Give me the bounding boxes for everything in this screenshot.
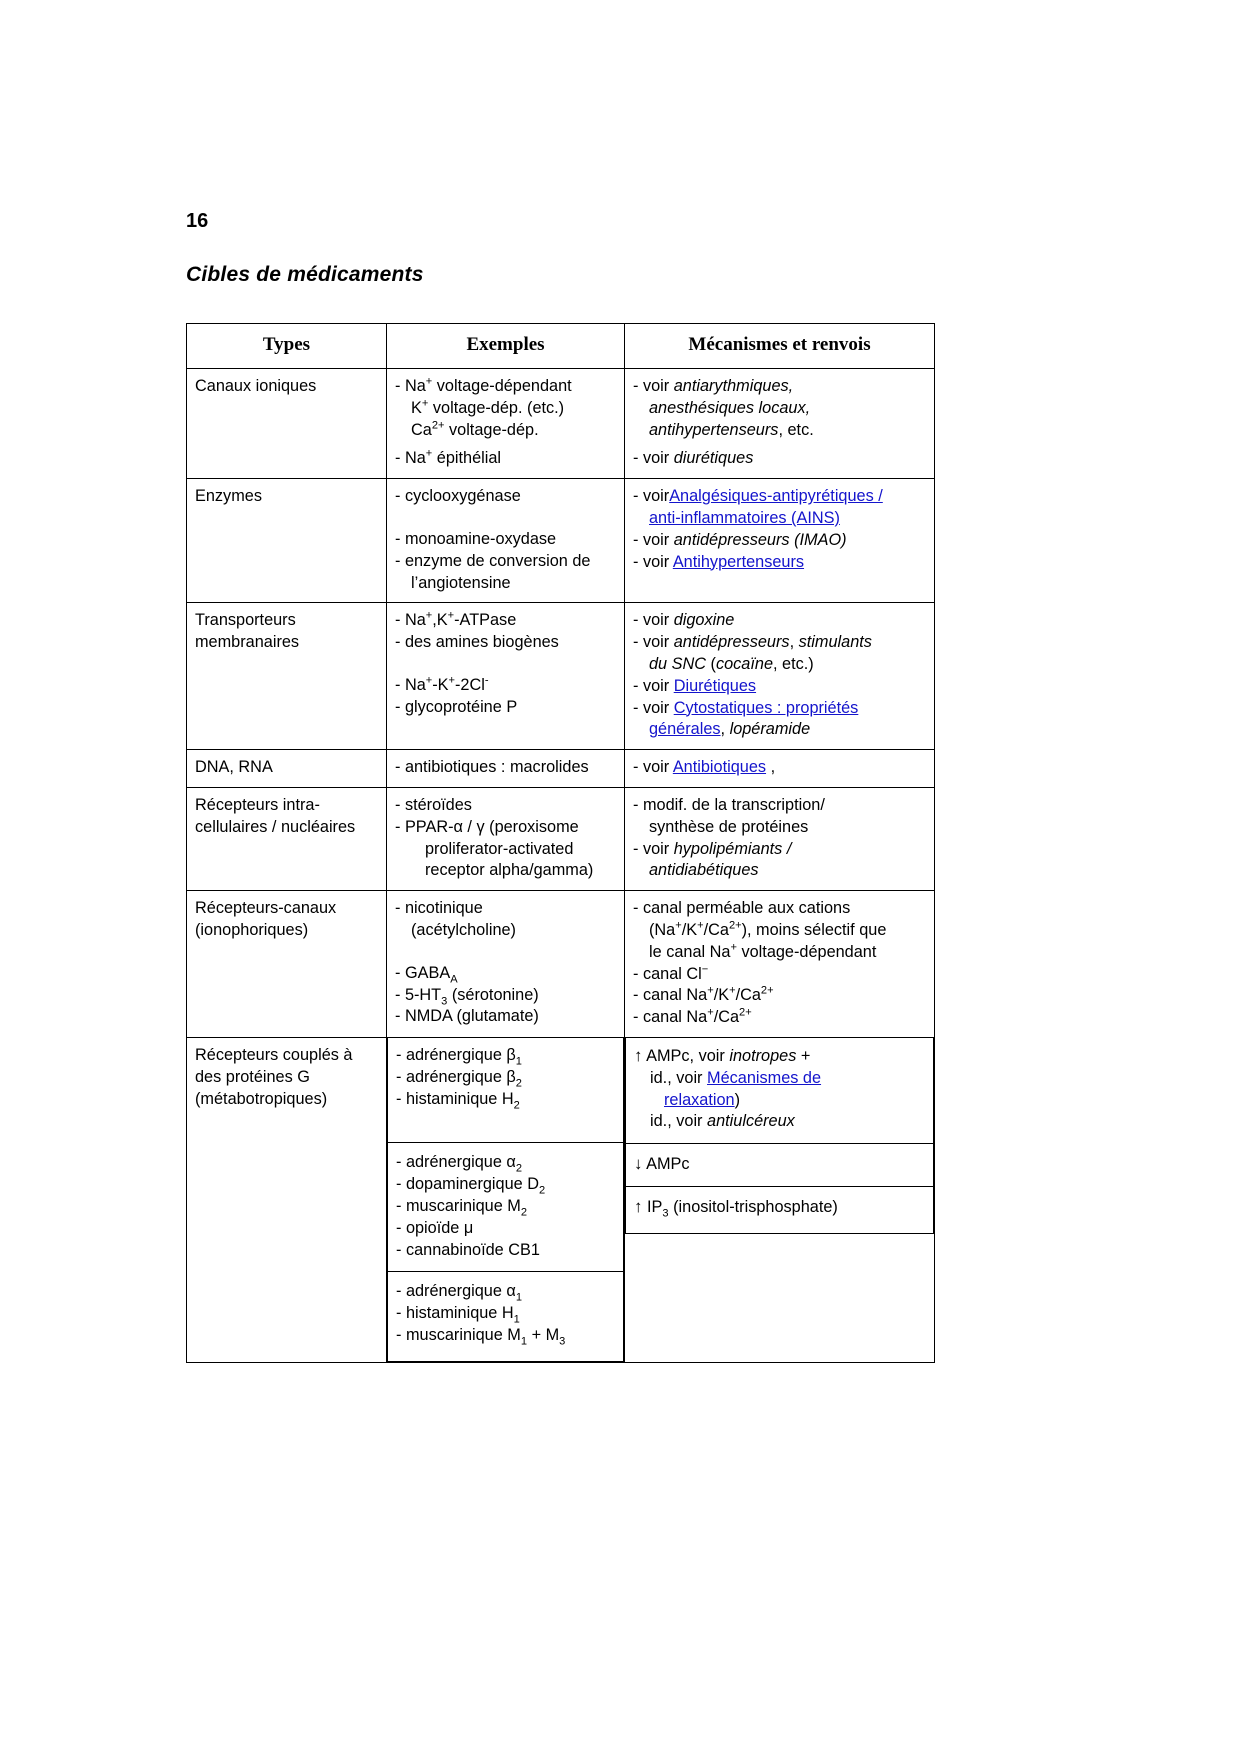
- subrow: [626, 1186, 934, 1233]
- cell-mecanismes: - modif. de la transcription/ synthèse de protéines - voir hypolipémiants / antidiabétiques: [625, 787, 935, 890]
- table-row: [187, 479, 935, 603]
- cell-type: Transporteurs membranaires: [187, 603, 387, 750]
- down-arrow-icon: ↓: [634, 1154, 643, 1174]
- page-number: 16: [186, 210, 209, 232]
- cell-mecanismes: - voirAnalgésiques-antipyrétiques / anti-inflammatoires (AINS) - voir antidépresseurs (IMAO) - voir Antihypertenseurs: [625, 479, 935, 603]
- subrow: [388, 1038, 624, 1143]
- subcell-exemples-2: - adrénergique $\alpha_2$ - dopaminergique $D_2$ - muscarinique $M_2$ - opioïde μ - cannabinoïde CB1: [388, 1143, 624, 1272]
- link-cytostatiques[interactable]: Cytostatiques : propriétés: [673, 698, 859, 717]
- table-row: [187, 787, 935, 890]
- subrow: [388, 1272, 624, 1361]
- cell-type: Récepteurs intra- cellulaires / nucléaires: [187, 787, 387, 890]
- link-mecanismes-de[interactable]: Mécanismes de: [707, 1068, 822, 1087]
- cell-type: Récepteurs couplés à des protéines G (métabotropiques): [187, 1037, 387, 1362]
- subrow: [626, 1144, 934, 1187]
- subcell-mecanismes-3: ↑ $IP_3$ (inositol-trisphosphate): [626, 1186, 934, 1233]
- link-diuretiques[interactable]: Diurétiques: [673, 676, 757, 695]
- cell-mecanismes: - voir Antibiotiques ,: [625, 750, 935, 788]
- cell-exemples: - nicotinique (acétylcholine) - $GABA_A$ - $5-HT_3$ (sérotonine) - NMDA (glutamate): [387, 891, 625, 1038]
- subcell-exemples-1: - adrénergique $\beta_1$ - adrénergique $\beta_2$ - histaminique $H_2$: [388, 1038, 624, 1143]
- cell-mecanismes: - canal perméable aux cations $(Na^+/K^+/Ca^{2+})$, moins sélectif que le canal Na+ voltage-dépendant - canal Cl− - canal $Na^+/K^+/Ca^{2+}$ - canal $Na^+/Ca^{2+}$: [625, 891, 935, 1038]
- link-antihypertenseurs[interactable]: Antihypertenseurs: [672, 552, 805, 571]
- cell-exemples: - Na+ voltage-dépendant K+ voltage-dép. (etc.) $Ca^{2+}$ voltage-dép. - Na+ épithélial: [387, 369, 625, 479]
- cell-type: Enzymes: [187, 479, 387, 603]
- exemples-subgroups: [387, 1038, 624, 1362]
- subcell-mecanismes-1: ↑ AMPc, voir inotropes + id., voir Mécanismes de relaxation) id., voir antiulcéreux: [626, 1038, 934, 1144]
- link-antibiotiques[interactable]: Antibiotiques: [672, 758, 767, 777]
- table-row: [187, 603, 935, 750]
- table-header-row: [187, 324, 935, 369]
- subrow: [388, 1143, 624, 1272]
- table-row: [187, 750, 935, 788]
- up-arrow-icon: ↑: [634, 1196, 643, 1216]
- cell-mecanismes: - voir digoxine - voir antidépresseurs, stimulants du SNC (cocaïne, etc.) - voir Diurétiques - voir Cytostatiques : propriétés générales, lopéramide: [625, 603, 935, 750]
- link-cytostatiques-generales[interactable]: générales: [649, 720, 721, 739]
- subcell-exemples-3: - adrénergique $\alpha_1$ - histaminique $H_1$ - muscarinique $M_1 + M_3$: [388, 1272, 624, 1361]
- link-anti-inflammatoires[interactable]: anti-inflammatoires (AINS): [649, 508, 840, 527]
- link-analgesiques-ains[interactable]: Analgésiques-antipyrétiques /: [669, 487, 883, 506]
- column-header-types: Types: [187, 324, 387, 369]
- table-row: [187, 369, 935, 479]
- up-arrow-icon: ↑: [634, 1045, 643, 1065]
- cell-exemples: - cyclooxygénase - monoamine-oxydase - enzyme de conversion de l’angiotensine: [387, 479, 625, 603]
- subrow: [626, 1038, 934, 1144]
- cell-type: DNA, RNA: [187, 750, 387, 788]
- page-title: Cibles de médicaments: [186, 263, 424, 286]
- cell-type: Canaux ioniques: [187, 369, 387, 479]
- subcell-mecanismes-2: ↓ AMPc: [626, 1144, 934, 1187]
- cell-exemples: - Na+,K+-ATPase - des amines biogènes - Na+-K+-2Cl- - glycoprotéine P: [387, 603, 625, 750]
- cell-mecanismes: [625, 1037, 935, 1362]
- cell-type: Récepteurs-canaux (ionophoriques): [187, 891, 387, 1038]
- mecanismes-subgroups: [625, 1038, 934, 1234]
- cell-exemples: [387, 1037, 625, 1362]
- cell-exemples: - stéroïdes - PPAR-α / γ (peroxisome proliferator-activated receptor alpha/gamma): [387, 787, 625, 890]
- link-relaxation[interactable]: relaxation: [664, 1090, 735, 1109]
- cell-exemples: - antibiotiques : macrolides: [387, 750, 625, 788]
- table-row: [187, 891, 935, 1038]
- cell-mecanismes: - voir antiarythmiques, anesthésiques locaux, antihypertenseurs, etc. - voir diurétiques: [625, 369, 935, 479]
- drug-targets-table: [186, 323, 935, 1363]
- column-header-mecanismes: Mécanismes et renvois: [625, 324, 935, 369]
- table-row: [187, 1037, 935, 1362]
- column-header-exemples: Exemples: [387, 324, 625, 369]
